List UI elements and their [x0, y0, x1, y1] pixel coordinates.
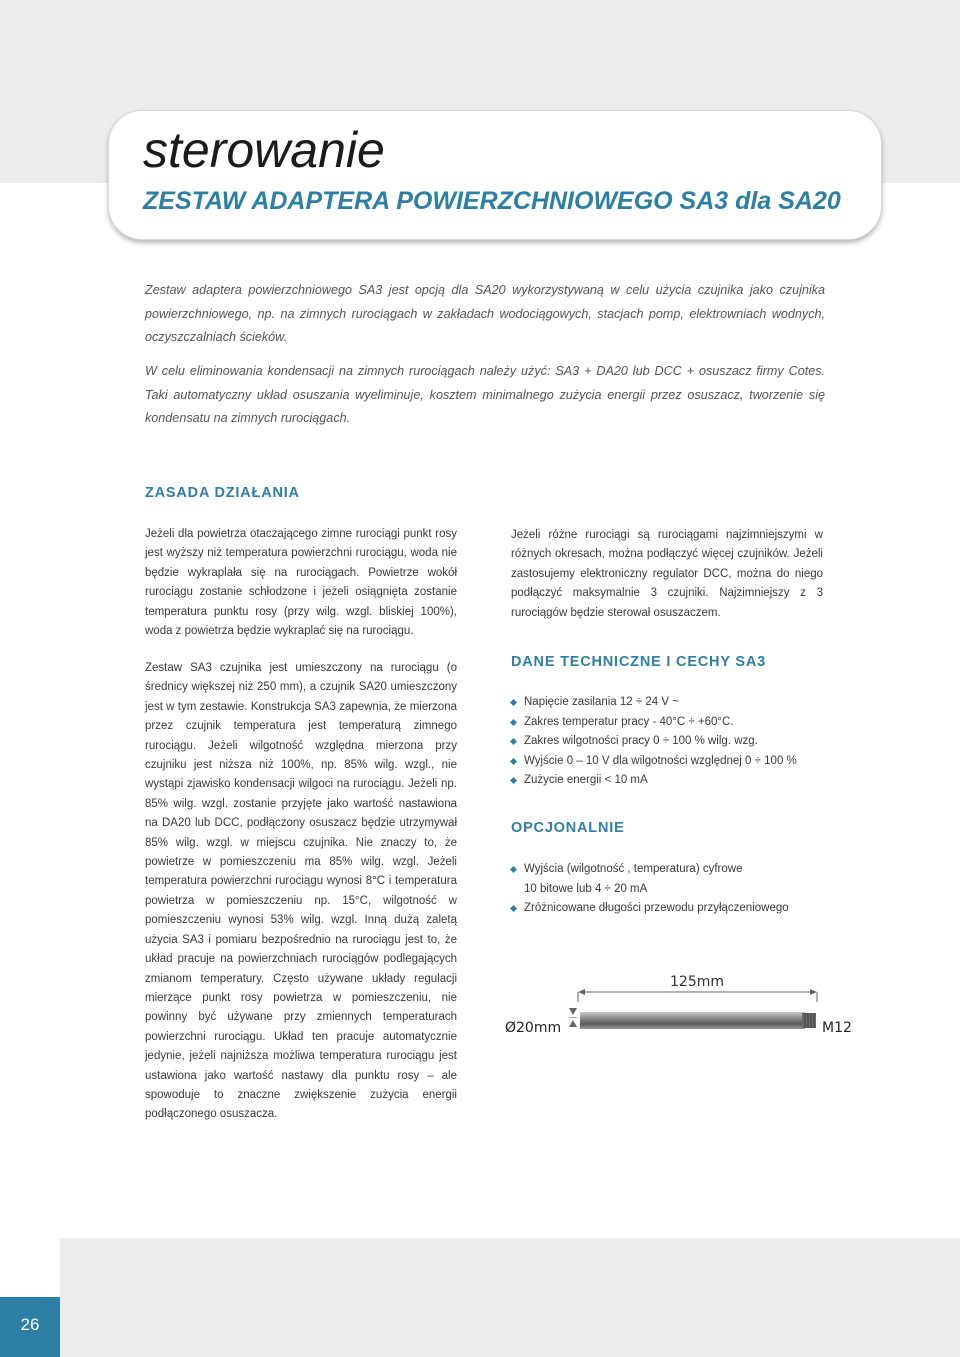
- bullet-icon: [510, 866, 517, 873]
- footer-band: [60, 1238, 960, 1357]
- list-item: Wyjścia (wilgotność , temperatura) cyfrowe 10 bitowe lub 4 ÷ 20 mA: [511, 860, 821, 899]
- page-title: sterowanie: [143, 122, 385, 178]
- zasada-paragraph-2: Zestaw SA3 czujnika jest umieszczony na rurociągu (o średnicy większej niż 250 mm), a czujnik SA20 umieszczony jest w tym zestawie. Konstrukcja SA3 zapewnia, że mierzona przez czujnik temperatura jest temperaturą zimnego rurociągu. Jeżeli wilgotność względna mierzona przy czujniku jest niższa niż 100%, np. 85% wilg. wzgl., nie wystąpi zjawisko kondensacji wilgoci na rurociągu. Jeżeli np. 85% wilg. wzgl. zostanie przyjęte jako wartość nastawiona na DA20 lub DCC, podłączony osuszacz będzie utrzymywał 85% wilg. wzgl. w miejscu czujnika. Nie znaczy to, że powietrze w pomieszczeniu ma 85% wilg. wzgl. Jeżeli temperatura powierzchni rurociągu wynosi 8°C i temperatura powietrza w pomieszczeniu np. 15°C, wilgotność w pomieszczeniu wynosi 53% wilg. wzgl. Inną dużą zaletą użycia SA3 i pomiaru bezpośrednio na rurociągu jest to, że układ pracuje na powierzchniach rurociągów podlegających zmianom temperatury. Często używane układy regulacji mierzące punkt rosy powietrza w pomieszczeniu, nie powinny być używane przy zmiennych temperaturach powierzchni rurociągu. Układ ten pracuje automatycznie jedynie, jeżeli najniższa możliwa temperatura rurociągu jest ustawiona jako wartość nastawy dla punktu rosy – ale spowoduje to znaczne zwiększenie zużycia energii podłączonego osuszacza.: [145, 662, 457, 1121]
- dane-list: [511, 693, 821, 791]
- zasada-paragraph-1: Jeżeli dla powietrza otaczającego zimne rurociągi punkt rosy jest wyższy niż temperatura powierzchni rurociągu, woda nie będzie wykraplała się na rurociągach. Powietrze wokół rurociągu zostanie schłodzone i jeżeli osiągnięta zostanie temperatura punktu rosy (przy wilg. wzgl. bliskiej 100%), woda z powietrza będzie wykraplać się na rurociągu.: [145, 528, 457, 638]
- bullet-icon: [510, 758, 517, 765]
- diameter-label: Ø20mm: [505, 1020, 562, 1036]
- header-card: [108, 110, 882, 240]
- bullet-icon: [510, 777, 517, 784]
- length-label: 125mm: [670, 974, 724, 990]
- list-item: Zakres wilgotności pracy 0 ÷ 100 % wilg. wzg.: [511, 732, 821, 752]
- intro-paragraph-1: Zestaw adaptera powierzchniowego SA3 jest opcją dla SA20 wykorzystywaną w celu użycia czujnika jako czujnika powierzchniowego, np. na zimnych rurociągach w zakładach wodociągowych, stacjach pomp, elektrowniach wodnych, oczyszczalniach ścieków.: [145, 283, 825, 344]
- bullet-icon: [510, 738, 517, 745]
- opcje-list: [511, 860, 821, 919]
- zasada-paragraph-3: Jeżeli różne rurociągi są rurociągami najzimniejszymi w różnych okresach, można podłączyć więcej czujników. Jeżeli zastosujemy elektroniczny regulator DCC, można do niego podłączyć maksymalnie 3 czujniki. Najzimniejszy z 3 rurociągów będzie sterował osuszaczem.: [511, 529, 823, 619]
- list-item: Zróżnicowane długości przewodu przyłączeniowego: [511, 899, 821, 919]
- length-dimension: [578, 989, 817, 1002]
- bullet-icon: [510, 699, 517, 706]
- thread-label: M12: [822, 1020, 852, 1036]
- list-item: Wyjście 0 – 10 V dla wilgotności względnej 0 ÷ 100 %: [511, 752, 821, 772]
- section-heading-dane: DANE TECHNICZNE I CECHY SA3: [511, 654, 766, 670]
- sensor-rod: [580, 1012, 805, 1029]
- list-item: Napięcie zasilania 12 ÷ 24 V ~: [511, 693, 821, 713]
- page-subtitle: ZESTAW ADAPTERA POWIERZCHNIOWEGO SA3 dla SA20: [143, 187, 841, 215]
- diameter-dimension: [569, 1008, 577, 1027]
- list-item: Zużycie energii < 10 mA: [511, 771, 821, 791]
- section-heading-opcje: OPCJONALNIE: [511, 820, 625, 836]
- bullet-icon: [510, 905, 517, 912]
- sensor-drawing: [505, 970, 855, 1050]
- section-heading-zasada: ZASADA DZIAŁANIA: [145, 485, 300, 501]
- list-item: Zakres temperatur pracy - 40°C ÷ +60°C.: [511, 713, 821, 733]
- page-number-box: [0, 1297, 60, 1357]
- bullet-icon: [510, 719, 517, 726]
- intro-paragraph-2: W celu eliminowania kondensacji na zimnych rurociągach należy użyć: SA3 + DA20 lub DCC + osuszacz firmy Cotes. Taki automatyczny układ osuszania wyeliminuje, kosztem minimalnego zużycia energii przez osuszacz, tworzenie się kondensatu na zimnych rurociągach.: [145, 364, 825, 425]
- page-number: 26: [20, 1315, 40, 1334]
